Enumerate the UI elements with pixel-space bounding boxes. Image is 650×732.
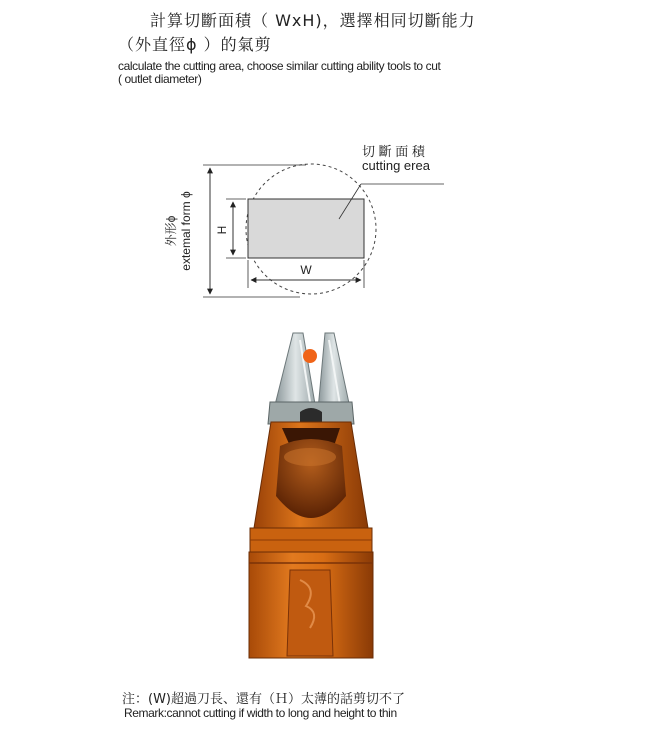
label-w: W [300,263,312,277]
heading-zh-line2: （外直徑ϕ ）的氣剪 [118,35,272,54]
heading-en-line1: calculate the cutting area, choose similar cutting ability tools to cut [118,59,441,73]
cut-area-label-en: cutting erea [362,158,430,173]
cutting-area-rect [248,199,364,258]
air-nipper-tool [249,333,373,658]
cutting-area-diagram [164,144,444,297]
cut-area-label-zh: 切 斷 面 積 [362,144,425,159]
remark-zh: 注：(W)超過刀長、還有（Ｈ）太薄的話剪切不了 [122,692,405,707]
remark-en: Remark:cannot cutting if width to long and height to thin [124,706,397,720]
cut-point-marker [303,349,317,363]
external-label-en: extemal form ϕ [179,191,193,271]
label-h: H [215,225,229,235]
body-logo-panel [287,570,333,656]
external-label-zh: 外形ϕ [164,215,178,247]
heading-zh-line1: 計算切斷面積（ WxH)，選擇相同切斷能力 [150,11,476,30]
heading-en-line2: ( outlet diameter) [118,72,202,86]
